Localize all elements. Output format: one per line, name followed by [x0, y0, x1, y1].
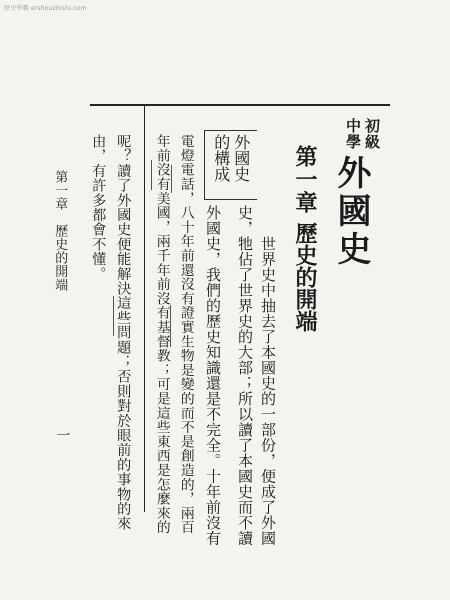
level-label-line-2: 中學 [344, 118, 362, 150]
proper-noun-mark [171, 165, 172, 193]
body-column-1: 世界史中抽去了本國史的一部份，便成了外國 [259, 236, 277, 546]
margin-note-line-1: 外國史 [231, 134, 251, 182]
book-title: 外國史 [331, 155, 371, 269]
body-column-6: 呢？讀了外國史便能解決這些問題；否則對於眼前的事物的來 [115, 134, 132, 531]
margin-note-line-2: 的構成 [211, 134, 231, 182]
proper-noun-mark [151, 160, 152, 190]
running-head: 第一章 歷史的開端 [52, 170, 68, 292]
margin-note-box [204, 130, 257, 200]
proper-noun-mark [113, 296, 114, 336]
divider-rule [144, 104, 145, 512]
page-number: 一 [54, 428, 71, 443]
chapter-number: 第一章 [292, 145, 318, 214]
body-column-4: 電燈電話，八十年前還沒有證實生物是變的而不是創造的，兩百 [177, 134, 194, 535]
top-rule [90, 104, 390, 106]
body-column-3: 外國史，我們的歷史知識還是不完全。十年前沒有 [204, 205, 222, 546]
watermark-text: 歷史學霸 ershouzhishi.com [4, 5, 87, 12]
body-column-7: 由，有許多都會不懂。 [90, 134, 107, 281]
body-column-5: 年前沒有美國，兩千年前沒有基督教；可是這些東西是怎麼來的 [153, 134, 170, 535]
body-column-2: 史，牠佔了世界史的大部；所以讀了本國史而不讀 [236, 205, 254, 546]
level-label-line-1: 初級 [363, 118, 381, 150]
chapter-title: 歷史的開端 [292, 222, 318, 332]
proper-noun-mark [170, 305, 171, 347]
